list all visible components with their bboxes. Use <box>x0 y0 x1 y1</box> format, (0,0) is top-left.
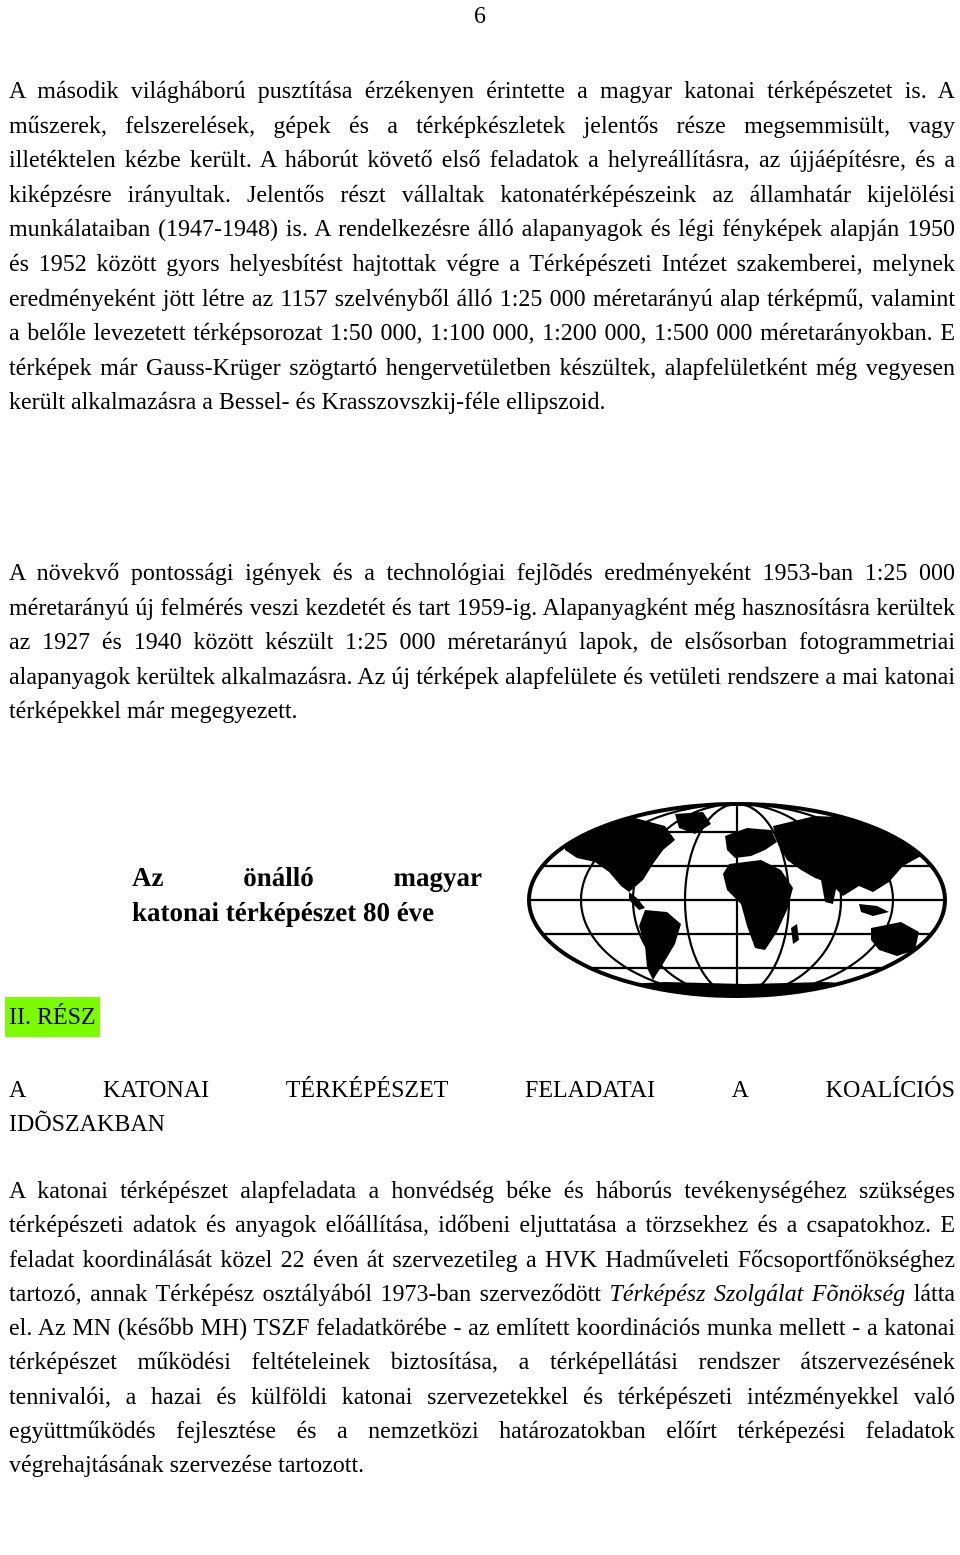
section-heading-line-2: IDÕSZAKBAN <box>9 1111 165 1137</box>
paragraph-text: A katonai térképészet alapfeladata a honvédség béke és háborús tevékenységéhez szükséges térképészeti adatok és anyagok előállítása, időbeni eljuttatása a törzsekhez és a csapatokhoz. E feladat koordinálását közel 22 éven át szervezetileg a HVK Hadműveleti Főcsoportfőnökséghez tartozó, annak Térképész osztályából 1973-ban szerveződött <box>9 1178 955 1307</box>
title-line-1 <box>132 860 482 895</box>
organization-name: Térképész Szolgálat Fõnökség <box>609 1280 906 1307</box>
section-heading <box>9 1073 955 1141</box>
paragraph-text: látta el. Az MN (később MH) TSZF feladatkörébe - az említett koordinációs munka mellett - a katonai térképészet működési feltételeinek biztosítása, a térképellátási rendszer átszervezésének tennivalói, a hazai és külföldi katonai szervezetekkel és térképészeti intézményekkel való együttműködés fejlesztése és a nemzetközi határozatokban előírt térképezési feladatok végrehajtásának szervezése tartozott. <box>9 1280 956 1479</box>
world-map-globe-icon <box>525 800 949 1000</box>
heading-word: KATONAI <box>102 1077 210 1103</box>
part-label: II. RÉSZ <box>5 997 100 1037</box>
heading-word: KOALÍCIÓS <box>825 1077 955 1103</box>
title-word: önálló <box>243 862 314 892</box>
paragraph-new-survey: A növekvő pontossági igények és a technológiai fejlõdés eredményeként 1953-ban 1:25 000 méretarányú új felmérés veszi kezdetét és tart 1959-ig. Alapanyagként még hasznosításra kerültek az 1927 és 1940 között készült 1:25 000 méretarányú lapok, de elsősorban fotogrammetriai alapanyagok kerültek alkalmazásra. Az új térképek alapfelülete és vetületi rendszere a mai katonai térképekkel már megegyezett. <box>9 560 955 725</box>
page-number: 6 <box>474 3 486 29</box>
title-word: magyar <box>393 862 482 892</box>
heading-word: A <box>9 1077 27 1103</box>
title-word: Az <box>132 862 164 892</box>
title-line-2: katonai térképészet 80 éve <box>132 897 435 927</box>
heading-word: TÉRKÉPÉSZET <box>285 1077 449 1103</box>
heading-word: FELADATAI <box>525 1077 656 1103</box>
paragraph-coalition-tasks <box>9 1174 955 1483</box>
paragraph-postwar: A második világháború pusztítása érzékenyen érintette a magyar katonai térképészetet is. A műszerek, felszerelések, gépek és a térképkészletek jelentős része megsemmisült, vagy illetéktelen kézbe került. A háborút követő első feladatok a helyreállításra, az újjáépítésre, és a kiképzésre irányultak. Jelentős részt vállaltak katonatérképészeink az államhatár kijelölési munkálataiban (1947-1948) is. A rendelkezésre álló alapanyagok és légi fényképek alapján 1950 és 1952 között gyors helyesbítést hajtottak végre a Térképészeti Intézet szakemberei, melynek eredményeként jött létre az 1157 szelvényből álló 1:25 000 méretarányú alap térképmű, valamint a belőle levezetett térképsorozat 1:50 000, 1:100 000, 1:200 000, 1:500 000 méretarányokban. E térképek már Gauss-Krüger szögtartó hengervetületben készültek, alapfelületként még vegyesen került alkalmazásra a Bessel- és Krasszovszkij-féle ellipszoid. <box>9 78 955 416</box>
section-heading-line-1 <box>9 1073 955 1107</box>
heading-word: A <box>731 1077 750 1103</box>
publication-title <box>132 860 482 930</box>
